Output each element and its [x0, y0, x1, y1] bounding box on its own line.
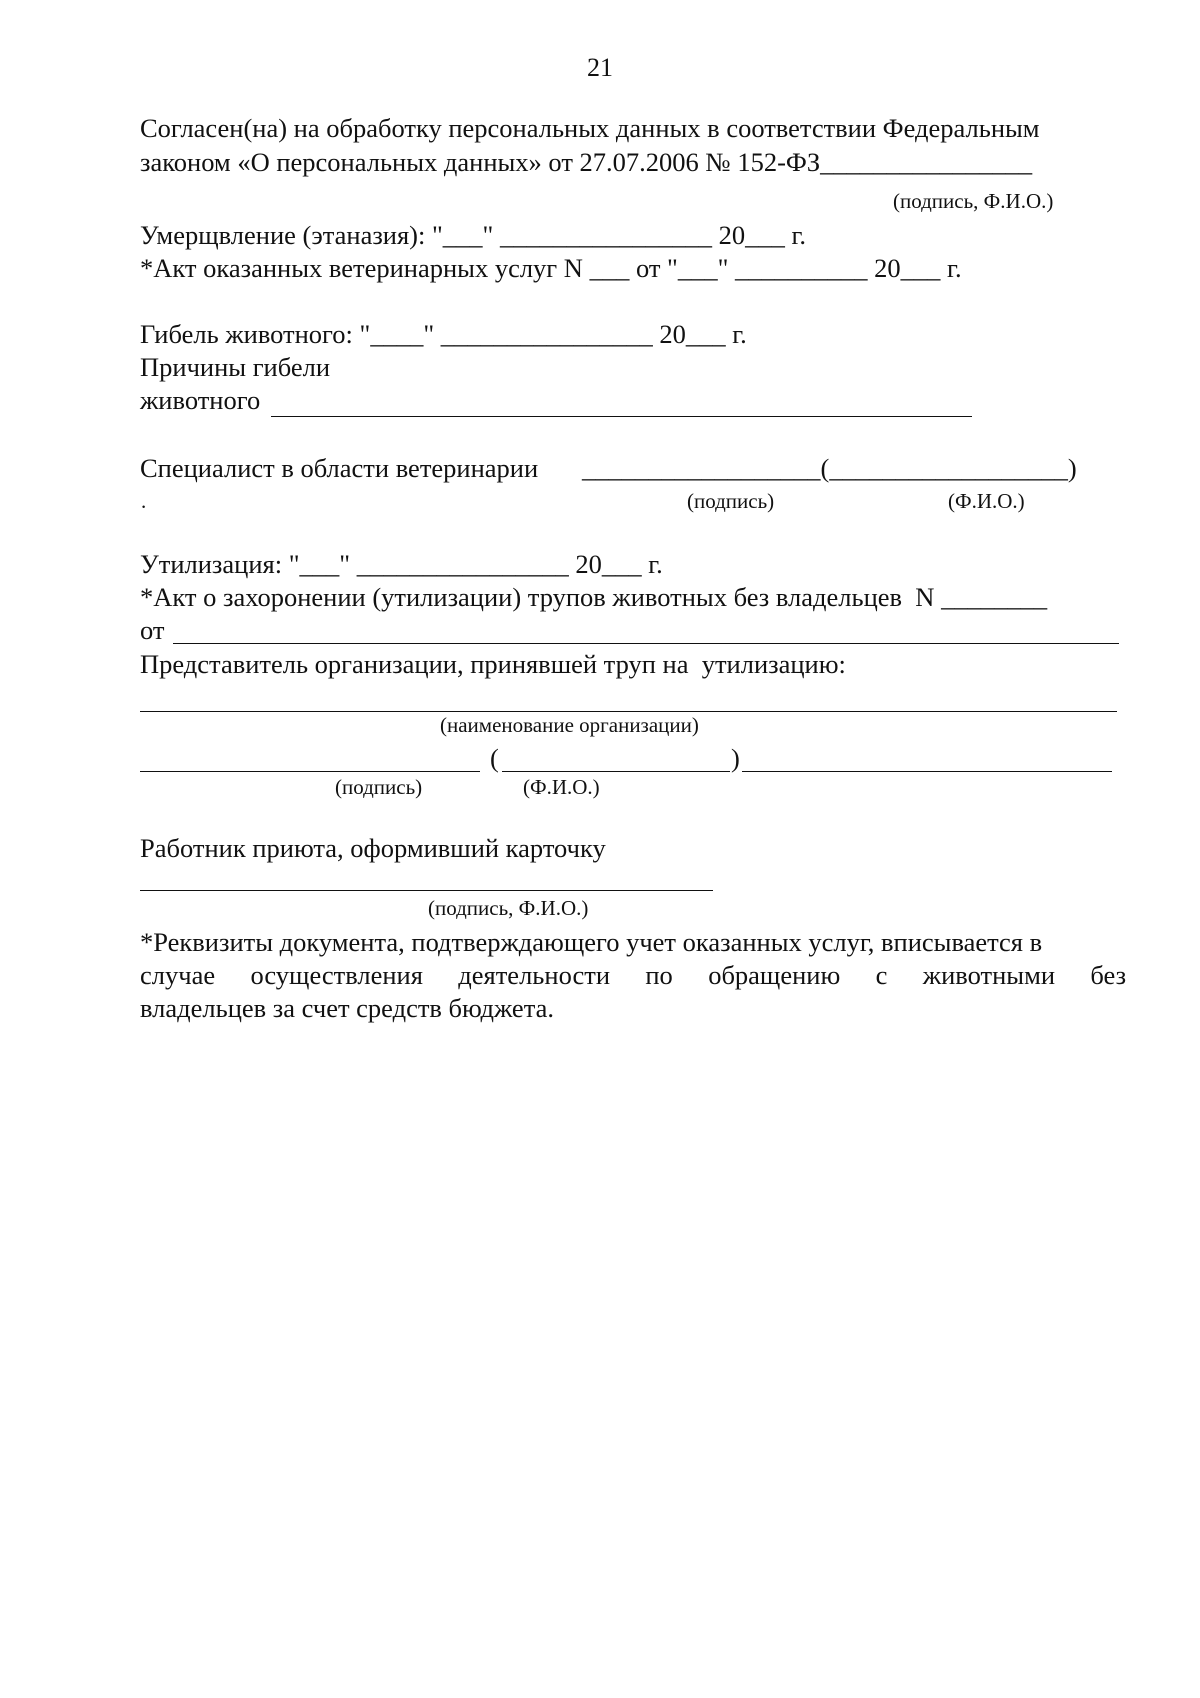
burial-act-from-blank-line [173, 643, 1119, 644]
representative-name-open-paren: ( [490, 743, 499, 773]
consent-line-2: законом «О персональных данных» от 27.07.2006 № 152-ФЗ________________ [140, 147, 1033, 177]
representative-name-blank-line [502, 771, 730, 772]
consent-signature-caption: (подпись, Ф.И.О.) [893, 189, 1054, 213]
footnote-word: животными [922, 960, 1056, 990]
representative-signature-caption: (подпись) [335, 775, 423, 799]
organization-representative-label: Представитель организации, принявшей труп на утилизацию: [140, 649, 846, 679]
disposal-date-line: Утилизация: "___" ________________ 20___ г. [140, 549, 663, 579]
death-cause-blank-line [271, 416, 972, 417]
death-cause-label: Причины гибели [140, 352, 331, 382]
footnote-line-3: владельцев за счет средств бюджета. [140, 993, 554, 1023]
shelter-worker-blank-line [140, 890, 713, 891]
footnote-word: случае [140, 960, 216, 990]
representative-name-caption: (Ф.И.О.) [523, 775, 600, 799]
page-number: 21 [587, 53, 613, 82]
vet-specialist-dot: . [141, 489, 147, 513]
shelter-worker-label: Работник приюта, оформивший карточку [140, 833, 606, 863]
footnote-line-2 [140, 959, 1126, 991]
euthanasia-date-line: Умерщвление (этаназия): "___" ________________ 20___ г. [140, 220, 806, 250]
vet-signature-caption: (подпись) [687, 489, 775, 513]
representative-signature-blank-line [140, 771, 480, 772]
footnote-word: по [645, 960, 673, 990]
footnote-word: обращению [708, 960, 841, 990]
vet-specialist-label: Специалист в области ветеринарии [140, 453, 539, 483]
death-cause-animal-label: животного [140, 385, 261, 415]
death-date-line: Гибель животного: "____" ________________ 20___ г. [140, 319, 747, 349]
burial-act-from-label: от [140, 615, 165, 645]
representative-extra-blank-line [742, 771, 1112, 772]
vet-specialist-blank: __________________(__________________) [582, 453, 1077, 483]
footnote-line-1: *Реквизиты документа, подтверждающего учет оказанных услуг, вписывается в [140, 927, 1043, 957]
footnote-word: без [1090, 960, 1127, 990]
footnote-word: с [875, 960, 888, 990]
vet-services-act-line: *Акт оказанных ветеринарных услуг N ___ от "___" __________ 20___ г. [140, 253, 962, 283]
representative-name-close-paren: ) [731, 743, 740, 773]
footnote-word: осуществления [250, 960, 423, 990]
organization-name-caption: (наименование организации) [440, 713, 699, 737]
consent-line-1: Согласен(на) на обработку персональных данных в соответствии Федеральным [140, 113, 1040, 143]
burial-act-line: *Акт о захоронении (утилизации) трупов животных без владельцев N ________ [140, 582, 1048, 612]
footnote-word: деятельности [458, 960, 610, 990]
vet-name-caption: (Ф.И.О.) [948, 489, 1025, 513]
shelter-worker-caption: (подпись, Ф.И.О.) [428, 896, 589, 920]
